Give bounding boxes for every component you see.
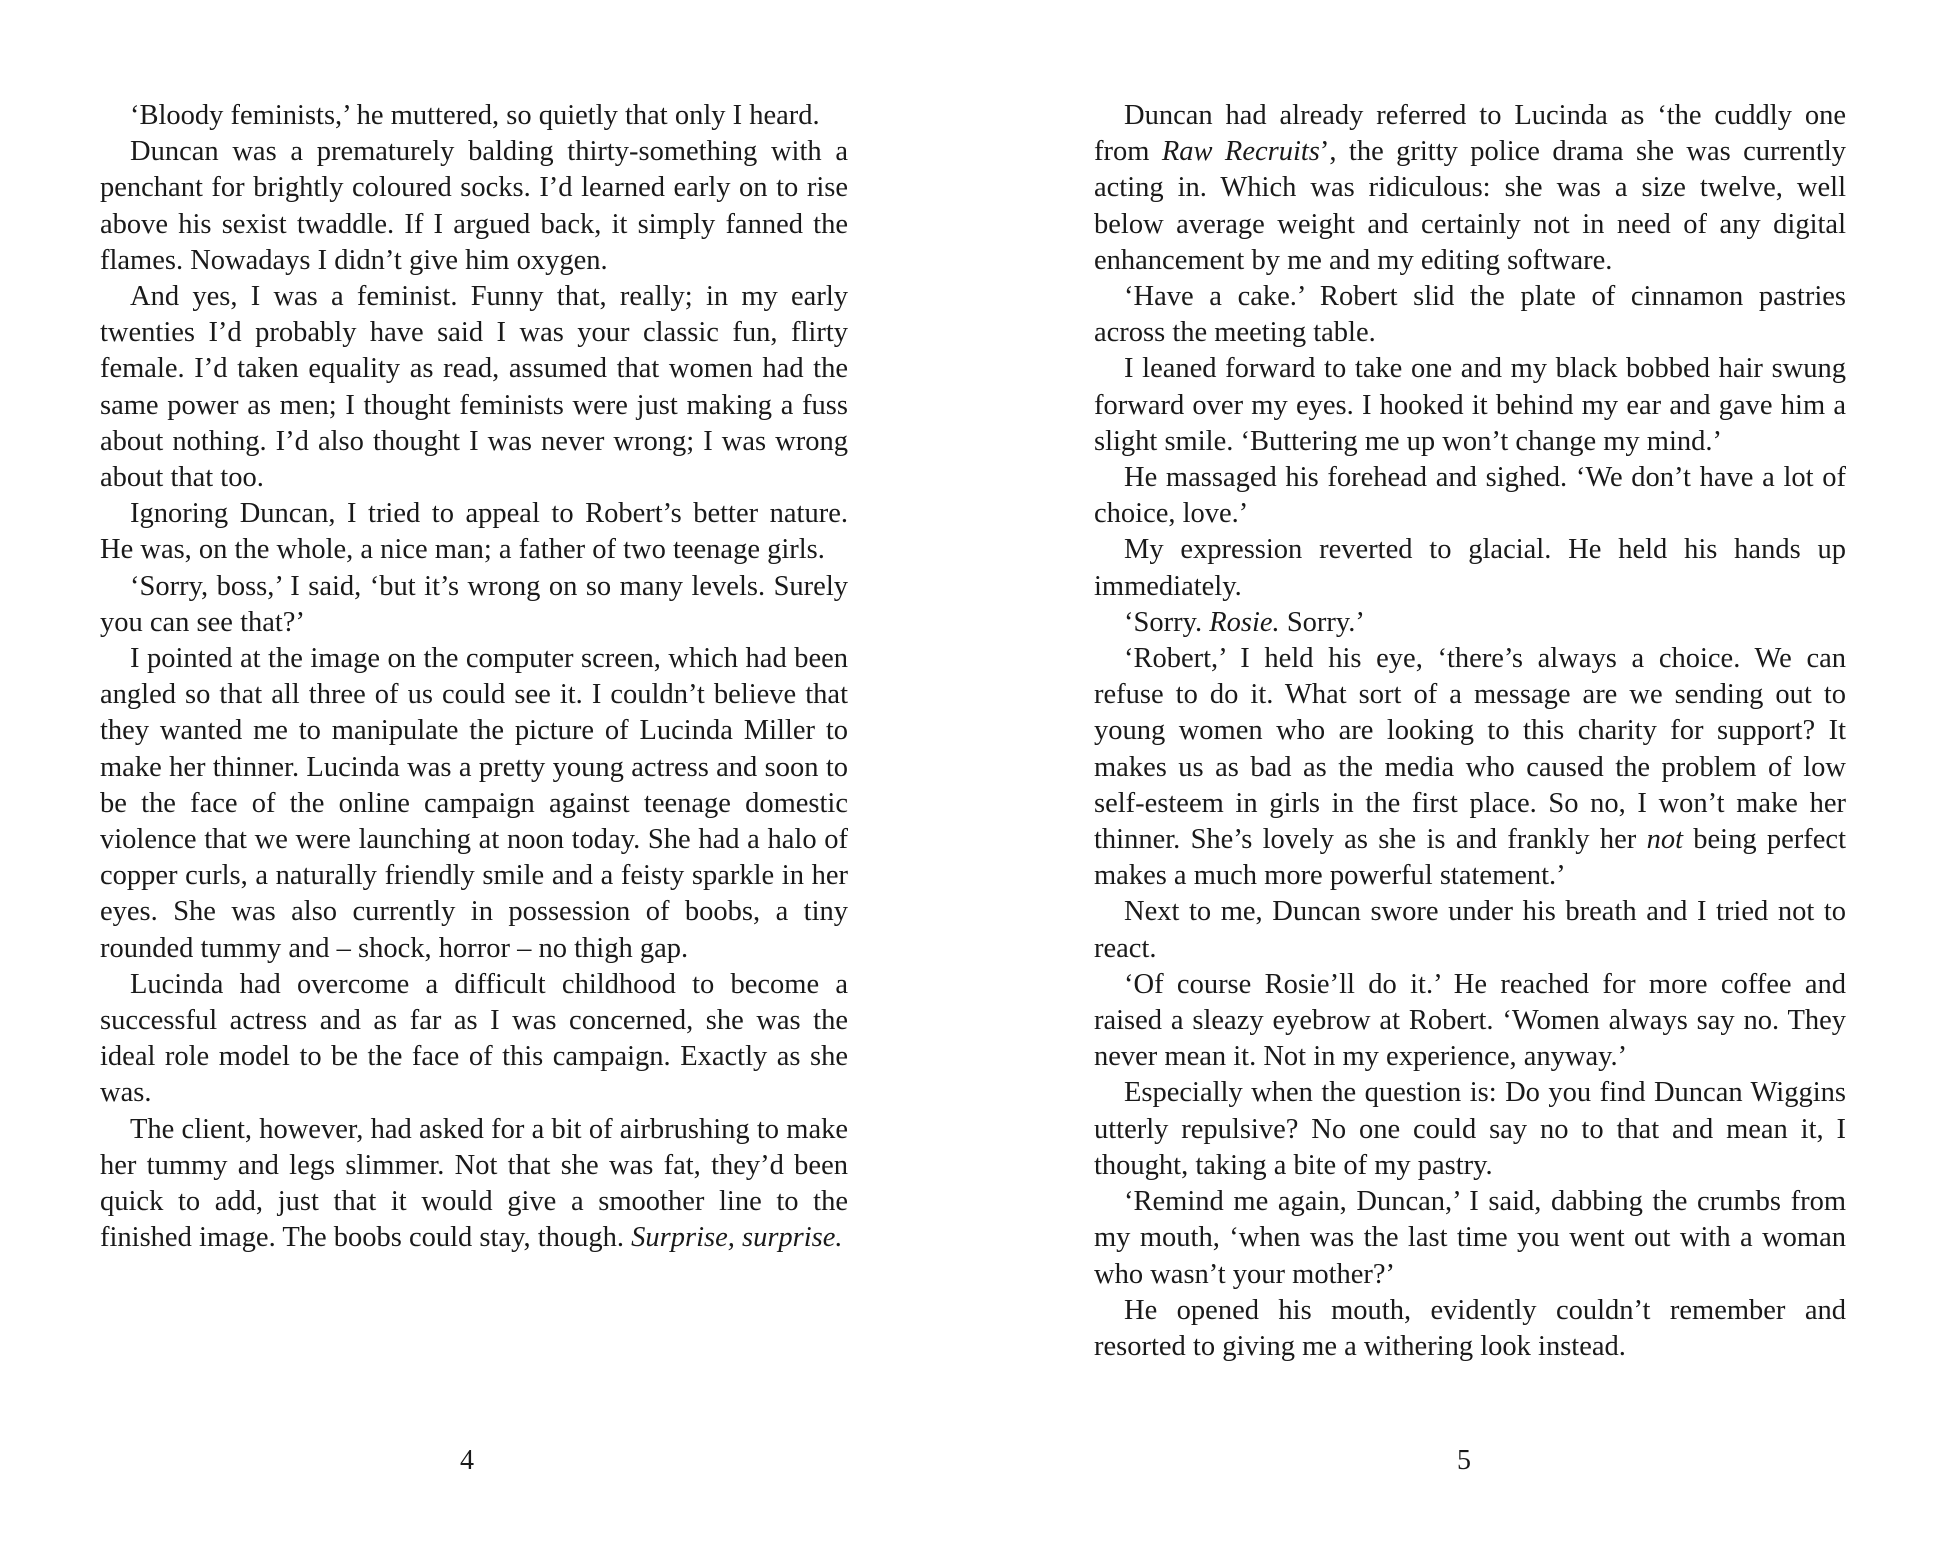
text-run: ‘Of course Rosie’ll do it.’ He reached for more coffee and raised a sleazy eyebrow at Robert. ‘Women always say no. They never mean it. Not in my experience, anyway.’ [1094,968,1846,1073]
italic-run: Raw Recruits [1161,136,1320,168]
paragraph [1094,460,1846,532]
text-run: Next to me, Duncan swore under his breath and I tried not to react. [1094,896,1846,964]
left-page [100,98,848,1257]
text-run: ‘Sorry, boss,’ I said, ‘but it’s wrong on so many levels. Surely you can see that?’ [100,570,848,638]
paragraph [1094,532,1846,604]
paragraph [100,496,848,568]
page-number-left: 4 [460,1445,474,1476]
text-run: ‘Robert,’ I held his eye, ‘there’s always a choice. We can refuse to do it. What sort of a message are we sending out to young women who are looking to this charity for support? It makes us as bad as the media who caused the problem of low self-esteem in girls in the first place. So no, I won’t make her thinner. She’s lovely as she is and frankly her [1094,643,1846,856]
text-run: The client, however, had asked for a bit of airbrushing to make her tummy and legs slimmer. Not that she was fat, they’d been quick to add, just that it would give a smoother line to the finished image. The boobs could stay, though. [100,1113,848,1254]
paragraph [100,1112,848,1257]
text-run: I pointed at the image on the computer screen, which had been angled so that all three of us could see it. I couldn’t believe that they wanted me to manipulate the picture of Lucinda Miller to make her thinner. Lucinda was a pretty young actress and soon to be the face of the online campaign against teenage domestic violence that we were launching at noon today. She had a halo of copper curls, a naturally friendly smile and a feisty sparkle in her eyes. She was also currently in possession of boobs, a tiny rounded tummy and – shock, horror – no thigh gap. [100,643,848,964]
paragraph [1094,1184,1846,1293]
paragraph [1094,967,1846,1076]
page-number-right: 5 [1457,1445,1471,1476]
italic-run: Rosie. [1209,606,1280,638]
paragraph [1094,605,1846,641]
paragraph [1094,1075,1846,1184]
text-run: My expression reverted to glacial. He held his hands up immediately. [1094,534,1846,602]
text-run: Ignoring Duncan, I tried to appeal to Robert’s better nature. He was, on the whole, a nice man; a father of two teenage girls. [100,498,848,566]
text-run: He massaged his forehead and sighed. ‘We don’t have a lot of choice, love.’ [1094,462,1846,530]
text-run: ‘Have a cake.’ Robert slid the plate of cinnamon pastries across the meeting table. [1094,281,1846,349]
text-run: ‘Sorry. [1124,606,1210,638]
italic-run: Surprise, surprise. [631,1222,843,1254]
paragraph [1094,351,1846,460]
text-run: Especially when the question is: Do you find Duncan Wiggins utterly repulsive? No one could say no to that and mean it, I thought, taking a bite of my pastry. [1094,1077,1846,1181]
paragraph [100,134,848,279]
italic-run: not [1646,824,1683,856]
paragraph [1094,98,1846,279]
text-run: Duncan had already referred to Lucinda as ‘the cuddly one from [1094,100,1846,168]
text-run: He opened his mouth, evidently couldn’t remember and resorted to giving me a withering look instead. [1094,1294,1846,1362]
text-run: Lucinda had overcome a difficult childhood to become a successful actress and as far as I was concerned, she was the ideal role model to be the face of this campaign. Exactly as she was. [100,968,848,1109]
text-run: ‘Bloody feminists,’ he muttered, so quietly that only I heard. [130,100,820,131]
paragraph [100,279,848,496]
text-run: Duncan was a prematurely balding thirty-something with a penchant for brightly coloured socks. I’d learned early on to rise above his sexist twaddle. If I argued back, it simply fanned the flames. Nowadays I didn’t give him oxygen. [100,136,848,276]
text-run: And yes, I was a feminist. Funny that, really; in my early twenties I’d probably have said I was your classic fun, flirty female. I’d taken equality as read, assumed that women had the same power as men; I thought feminists were just making a fuss about nothing. I’d also thought I was never wrong; I was wrong about that too. [100,281,848,494]
right-page-text [1094,98,1846,1365]
paragraph [100,641,848,967]
paragraph [100,569,848,641]
paragraph [1094,279,1846,351]
paragraph [1094,894,1846,966]
text-run: Sorry.’ [1279,606,1365,638]
paragraph [1094,641,1846,894]
left-page-text [100,98,848,1257]
paragraph [100,98,848,134]
paragraph [1094,1293,1846,1365]
paragraph [100,967,848,1112]
text-run: ‘Remind me again, Duncan,’ I said, dabbing the crumbs from my mouth, ‘when was the last time you went out with a woman who wasn’t your mother?’ [1094,1186,1846,1290]
text-run: I leaned forward to take one and my black bobbed hair swung forward over my eyes. I hooked it behind my ear and gave him a slight smile. ‘Buttering me up won’t change my mind.’ [1094,353,1846,457]
text-run: being perfect makes a much more powerful statement.’ [1094,824,1847,892]
right-page [1094,98,1846,1365]
text-run: ’, the gritty police drama she was currently acting in. Which was ridiculous: she was a size twelve, well below average weight and certainly not in need of any digital enhancement by me and my editing software. [1094,136,1846,276]
